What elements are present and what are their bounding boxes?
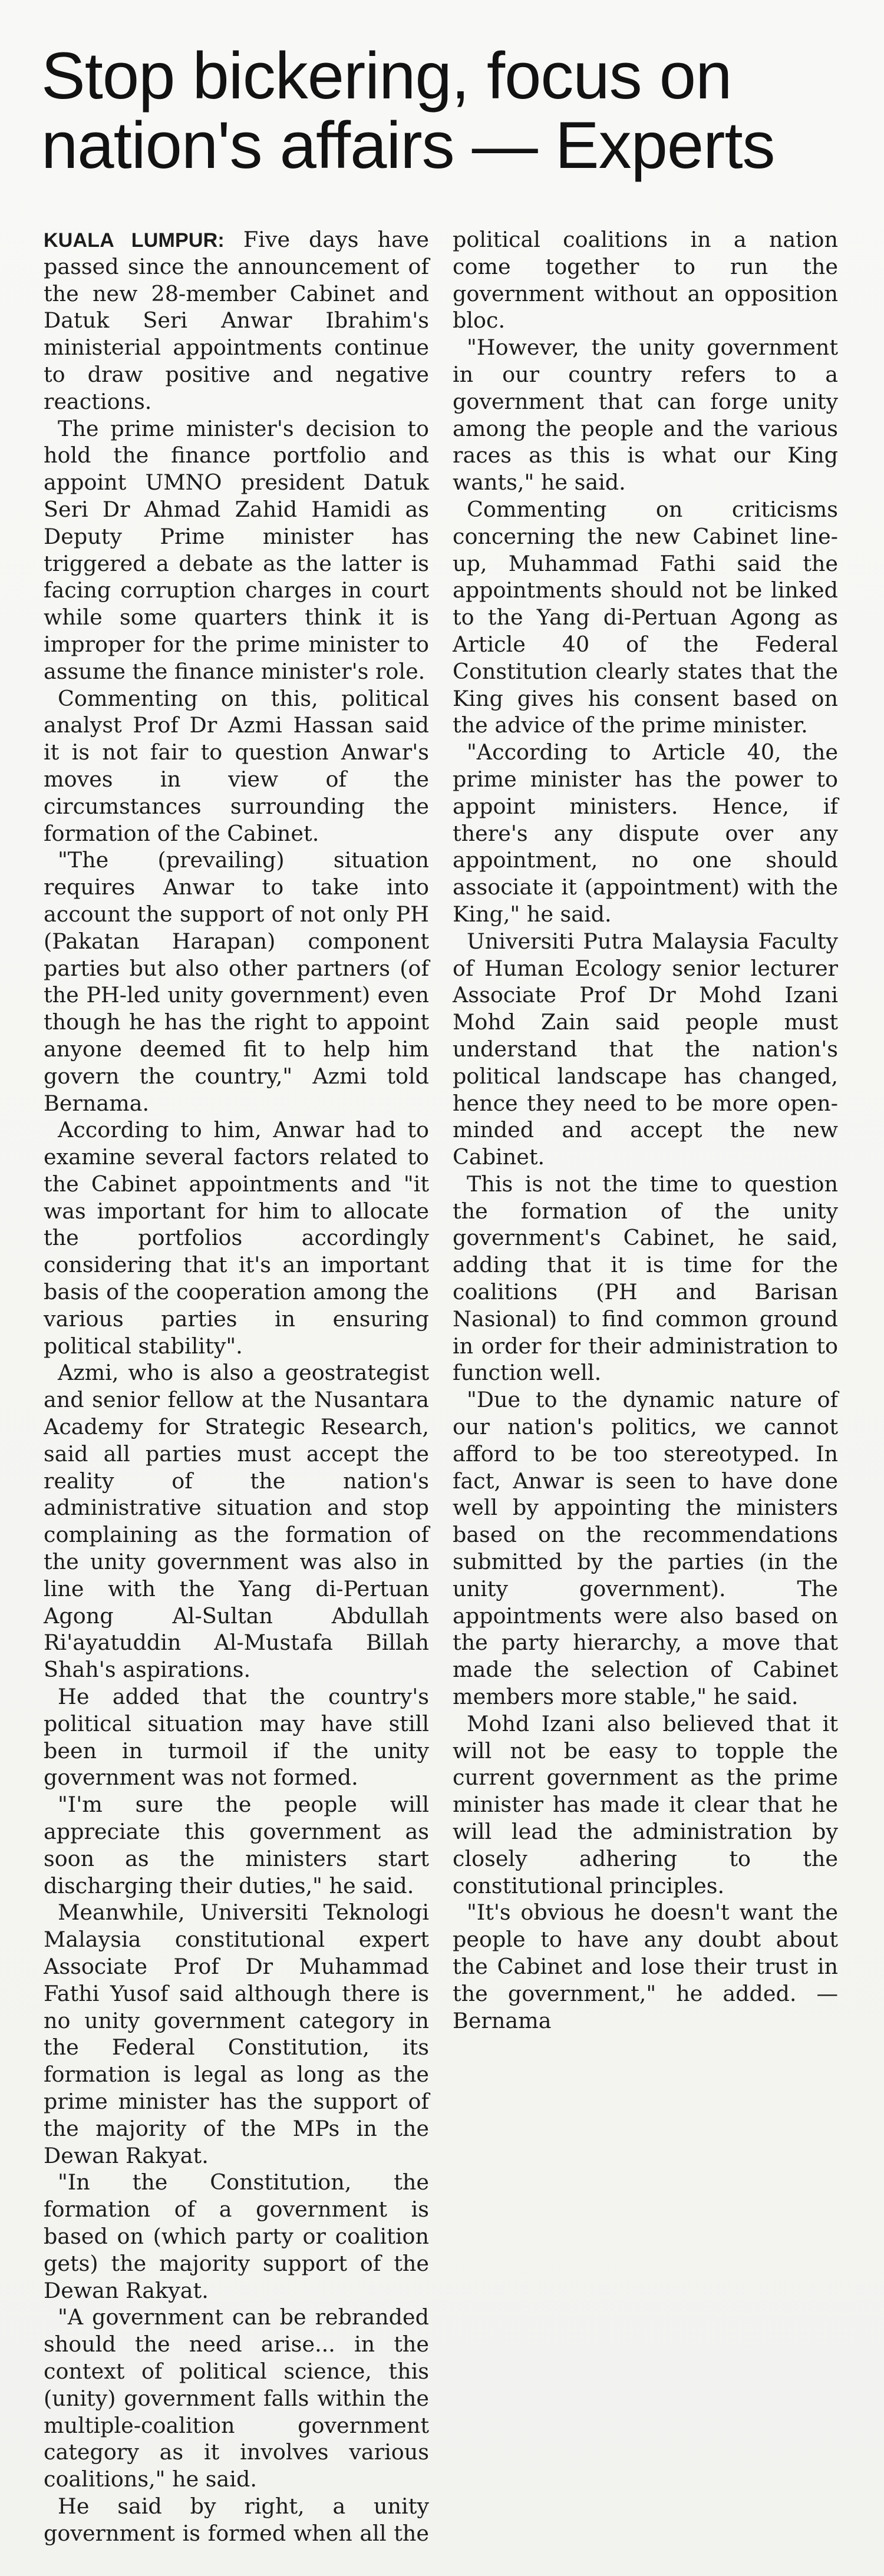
article-paragraph: "A government can be rebranded should the need arise... in the context of political science, this (unity) government falls within the multiple-coalition government category as it involves various coalitions," he said. (44, 2304, 429, 2492)
article-paragraph-signoff: "It's obvious he doesn't want the people to have any doubt about the Cabinet and lose their trust in the government," he added. — Bernama (453, 1900, 838, 2033)
article-paragraph: Azmi, who is also a geostrategist and senior fellow at the Nusantara Academy for Strategic Research, said all parties must accept the reality of the nation's administrative situation and stop complaining as the formation of the unity government was also in line with the Yang di-Pertuan Agong Al-Sultan Abdullah Ri'ayatuddin Al-Mustafa Billah Shah's aspirations. (44, 1360, 429, 1683)
article-paragraph: Meanwhile, Universiti Teknologi Malaysia constitutional expert Associate Prof Dr Muhammad Fathi Yusof said although there is no unity government category in the Federal Constitution, its formation is legal as long as the prime minister has the support of the majority of the MPs in the Dewan Rakyat. (44, 1900, 429, 2168)
headline: Stop bickering, focus on nation's affairs — Experts (41, 39, 775, 182)
article-paragraph: He said by right, a unity government is formed when all the political coalitions in a nation come together to run the government without an opposition bloc. (44, 227, 838, 2546)
article-paragraph: "I'm sure the people will appreciate this government as soon as the ministers start discharging their duties," he said. (44, 1792, 429, 1898)
paragraph-text: Five days have passed since the announcement of the new 28-member Cabinet and Datuk Seri Anwar Ibrahim's ministerial appointments continue to draw positive and negative reactions. (44, 227, 429, 414)
article-paragraph: Universiti Putra Malaysia Faculty of Human Ecology senior lecturer Associate Prof Dr Mohd Izani Mohd Zain said people must understand that the nation's political landscape has changed, hence they need to be more open-minded and accept the new Cabinet. (453, 928, 838, 1170)
article-paragraph: This is not the time to question the formation of the unity government's Cabinet, he said, adding that it is time for the coalitions (PH and Barisan Nasional) to find common ground in order for their administration to function well. (453, 1171, 838, 1386)
article-paragraph: Commenting on this, political analyst Prof Dr Azmi Hassan said it is not fair to question Anwar's moves in view of the circumstances surrounding the formation of the Cabinet. (44, 685, 429, 846)
article-paragraph: According to him, Anwar had to examine several factors related to the Cabinet appointments and "it was important for him to allocate the portfolios accordingly considering that it's an important basis of the cooperation among the various parties in ensuring political stability". (44, 1117, 429, 1359)
article-paragraph: The prime minister's decision to hold the finance portfolio and appoint UMNO president Datuk Seri Dr Ahmad Zahid Hamidi as Deputy Prime minister has triggered a debate as the latter is facing corruption charges in court while some quarters think it is improper for the prime minister to assume the finance minister's role. (44, 415, 429, 684)
article-paragraph: Mohd Izani also believed that it will not be easy to topple the current government as the prime minister has made it clear that he will lead the administration by closely adhering to the constitutional principles. (453, 1710, 838, 1898)
article-body (44, 226, 838, 2554)
article-paragraph: He added that the country's political situation may have still been in turmoil if the unity government was not formed. (44, 1684, 429, 1791)
article-paragraph: "In the Constitution, the formation of a government is based on (which party or coalition gets) the majority support of the Dewan Rakyat. (44, 2169, 429, 2303)
article-paragraph (44, 226, 429, 415)
article-paragraph: "According to Article 40, the prime minister has the power to appoint ministers. Hence, if there's any dispute over any appointment, no one should associate it (appointment) with the King," he said. (453, 739, 838, 927)
article-paragraph: Commenting on criticisms concerning the new Cabinet line-up, Muhammad Fathi said the appointments should not be linked to the Yang di-Pertuan Agong as Article 40 of the Federal Constitution clearly states that the King gives his consent based on the advice of the prime minister. (453, 496, 838, 738)
article-paragraph: "However, the unity government in our country refers to a government that can forge unity among the people and the various races as this is what our King wants," he said. (453, 335, 838, 496)
article-paragraph: "Due to the dynamic nature of our nation's politics, we cannot afford to be too stereotyped. In fact, Anwar is seen to have done well by appointing the ministers based on the recommendations submitted by the parties (in the unity government). The appointments were also based on the party hierarchy, a move that made the selection of Cabinet members more stable," he said. (453, 1387, 838, 1710)
dateline: KUALA LUMPUR: (44, 229, 225, 252)
article-paragraph: "The (prevailing) situation requires Anwar to take into account the support of not only PH (Pakatan Harapan) component parties but also other partners (of the PH-led unity government) even though he has the right to appoint anyone deemed fit to help him govern the country," Azmi told Bernama. (44, 847, 429, 1116)
